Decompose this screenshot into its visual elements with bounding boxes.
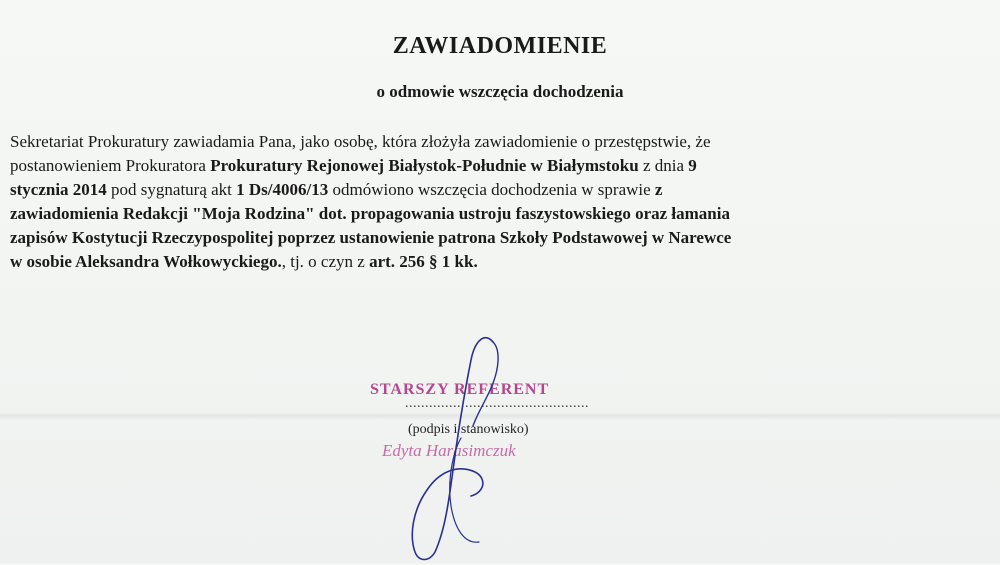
body-line-3	[10, 178, 1000, 202]
signature-dotted-line: ..............................................	[405, 397, 589, 411]
body-line-6	[10, 250, 1000, 274]
article-reference: art. 256 § 1 kk.	[369, 252, 478, 271]
body-text-4: zawiadomienia Redakcji "Moja Rodzina" dot. propagowania ustroju faszystowskiego oraz łamania	[10, 204, 730, 223]
body-text-2c: z dnia	[638, 156, 689, 175]
date-month-year: stycznia 2014	[10, 180, 107, 199]
body-line-1	[10, 130, 1000, 154]
date-day: 9	[688, 156, 697, 175]
document-subtitle: o odmowie wszczęcia dochodzenia	[376, 82, 624, 101]
body-text-1: Sekretariat Prokuratury zawiadamia Pana, jako osobę, która złożyła zawiadomienie o przestępstwie, że	[10, 132, 711, 151]
body-line-5	[10, 226, 1000, 250]
body-text-2a: postanowieniem Prokuratora	[10, 156, 211, 175]
body-line-4	[10, 202, 1000, 226]
body-text-3d: odmówiono wszczęcia dochodzenia w sprawie	[328, 180, 655, 199]
handwritten-signature	[405, 330, 515, 565]
case-number: 1 Ds/4006/13	[236, 180, 329, 199]
document-body	[10, 130, 1000, 274]
stamp-title: STARSZY REFERENT	[370, 381, 550, 398]
body-text-6b: , tj. o czyn z	[281, 252, 370, 271]
prosecutor-office: Prokuratury Rejonowej Białystok-Południe w Białymstoku	[210, 156, 639, 175]
document-title: ZAWIADOMIENIE	[392, 33, 608, 59]
signature-caption: (podpis i stanowisko)	[408, 422, 529, 437]
body-text-5: zapisów Kostytucji Rzeczypospolitej poprzez ustanowienie patrona Szkoły Podstawowej w Narewce	[10, 228, 732, 247]
body-text-3b: pod sygnaturą akt	[106, 180, 237, 199]
body-line-2	[10, 154, 1000, 178]
body-text-3e: z	[654, 180, 663, 199]
patron-name: w osobie Aleksandra Wołkowyckiego.	[10, 252, 282, 271]
stamp-name: Edyta Harasimczuk	[382, 441, 516, 460]
